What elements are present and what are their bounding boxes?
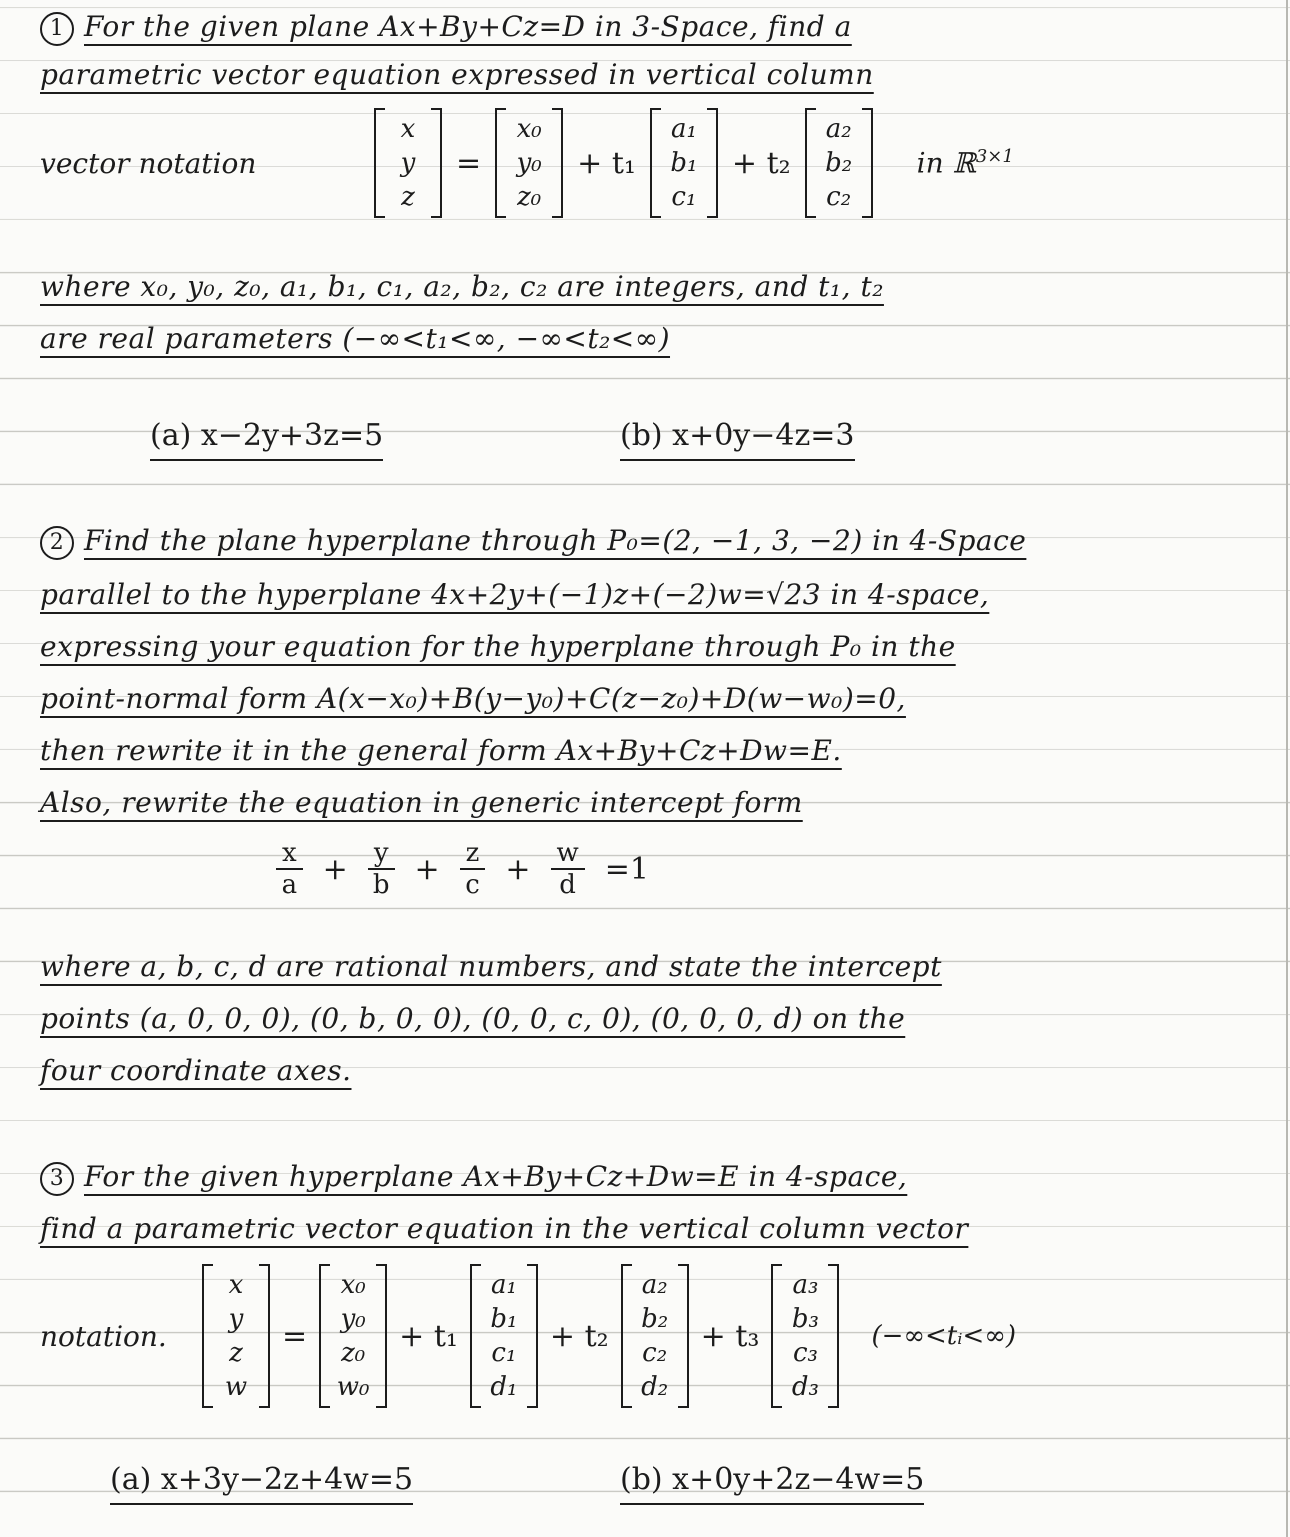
problem1-lhs-matrix: x y z: [374, 108, 442, 218]
problem1-number: 1: [40, 12, 74, 46]
problem3-number: 3: [40, 1162, 74, 1196]
problem1-label: vector notation: [40, 146, 257, 180]
problem3-lhs-matrix: x y z w: [202, 1264, 270, 1408]
problem3-direction1-matrix: a₁ b₁ c₁ d₁: [470, 1264, 538, 1408]
problem2-line3: expressing your equation for the hyperplane through P₀ in the: [40, 630, 956, 663]
problem1-part-b: (b) x+0y−4z=3: [620, 418, 855, 453]
problem3-line1: 3 For the given hyperplane Ax+By+Cz+Dw=E in 4-space,: [40, 1160, 907, 1196]
problem2-line6: Also, rewrite the equation in generic intercept form: [40, 786, 803, 819]
problem1-point-matrix: x₀ y₀ z₀: [495, 108, 563, 218]
problem1-line2: parametric vector equation expressed in vertical column: [40, 58, 874, 91]
problem2-line9: points (a, 0, 0, 0), (0, b, 0, 0), (0, 0, c, 0), (0, 0, 0, d) on the: [40, 1002, 906, 1035]
problem1-line1: 1 For the given plane Ax+By+Cz=D in 3-Space, find a: [40, 10, 852, 46]
problem2-line10: four coordinate axes.: [40, 1054, 352, 1087]
problem1-direction1-matrix: a₁ b₁ c₁: [650, 108, 718, 218]
problem3-range: (−∞<tᵢ<∞): [871, 1321, 1017, 1351]
problem1-line5: are real parameters (−∞<t₁<∞, −∞<t₂<∞): [40, 322, 671, 355]
problem1-part-a: (a) x−2y+3z=5: [150, 418, 383, 453]
problem1-space: in ℝ$^{3\times 1}$: [916, 146, 1014, 180]
fraction-x-a: $\frac{x}{a}$: [276, 838, 303, 900]
problem3-point-matrix: x₀ y₀ z₀ w₀: [319, 1264, 387, 1408]
fraction-y-b: $\frac{y}{b}$: [368, 838, 395, 900]
problem3-label: notation.: [40, 1319, 167, 1353]
problem2-line8: where a, b, c, d are rational numbers, and state the intercept: [40, 950, 942, 983]
problem3-part-b: (b) x+0y+2z−4w=5: [620, 1462, 924, 1497]
problem2-intercept-form: $\frac{x}{a}$ + $\frac{y}{b}$ + $\frac{z}{c}$ + $\frac{w}{d}$ =1: [270, 838, 649, 900]
problem2-line2: parallel to the hyperplane 4x+2y+(−1)z+(−2)w=√23 in 4-space,: [40, 578, 990, 611]
page-edge: [1286, 0, 1288, 1537]
problem2-line5: then rewrite it in the general form Ax+By+Cz+Dw=E.: [40, 734, 842, 767]
problem2-line1: 2 Find the plane hyperplane through P₀=(2, −1, 3, −2) in 4-Space: [40, 524, 1026, 560]
problem3-part-a: (a) x+3y−2z+4w=5: [110, 1462, 413, 1497]
problem1-line4: where x₀, y₀, z₀, a₁, b₁, c₁, a₂, b₂, c₂ are integers, and t₁, t₂: [40, 270, 884, 303]
fraction-w-d: $\frac{w}{d}$: [551, 838, 585, 900]
problem1-vector-equation: vector notation x y z = x₀ y₀ z₀ + t₁ a₁ b₁ c₁ + t₂ a₂ b₂ c₂ in ℝ$^{3\times 1}$: [40, 108, 1014, 218]
problem3-direction3-matrix: a₃ b₃ c₃ d₃: [771, 1264, 839, 1408]
problem1-direction2-matrix: a₂ b₂ c₂: [805, 108, 873, 218]
problem2-number: 2: [40, 526, 74, 560]
problem3-vector-equation: notation. x y z w = x₀ y₀ z₀ w₀ + t₁ a₁ b₁ c₁ d₁ + t₂ a₂ b₂ c₂ d₂ + t₃ a₃ b₃ c₃ d₃ (−∞<tᵢ<∞): [40, 1264, 1016, 1408]
fraction-z-c: $\frac{z}{c}$: [460, 838, 486, 900]
problem3-line2: find a parametric vector equation in the vertical column vector: [40, 1212, 969, 1245]
problem2-line4: point-normal form A(x−x₀)+B(y−y₀)+C(z−z₀)+D(w−w₀)=0,: [40, 682, 906, 715]
problem3-direction2-matrix: a₂ b₂ c₂ d₂: [621, 1264, 689, 1408]
